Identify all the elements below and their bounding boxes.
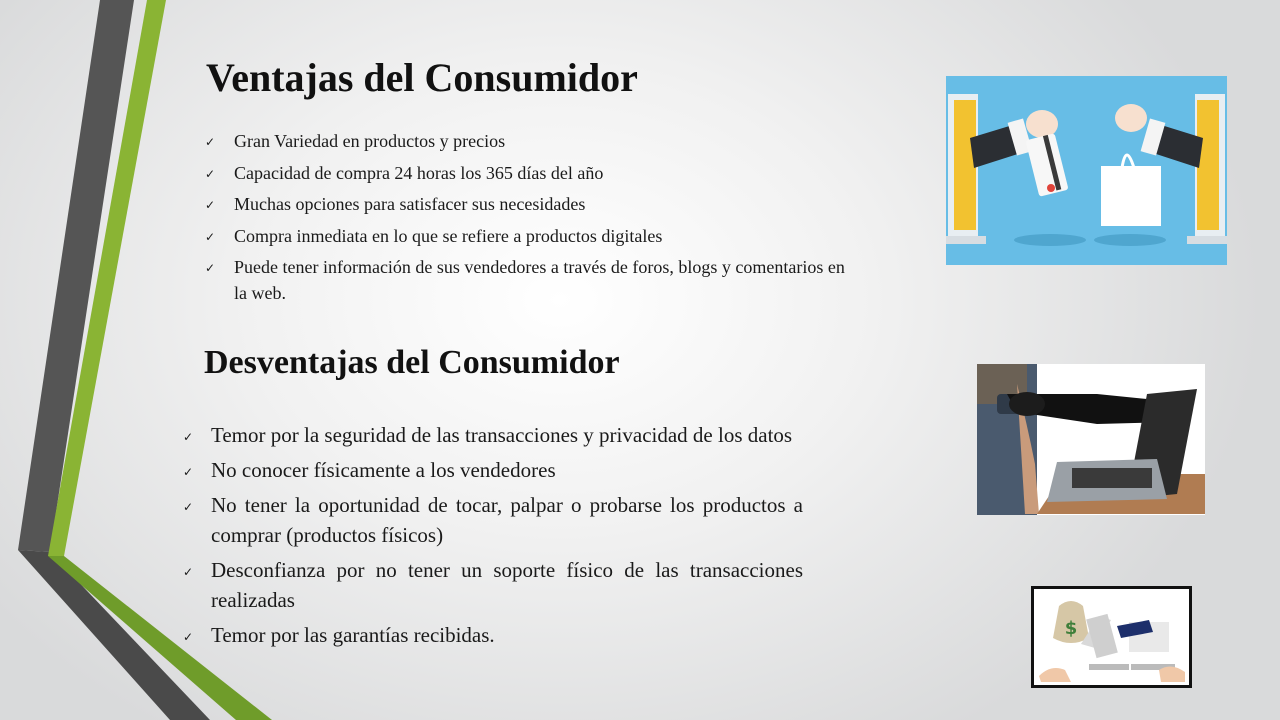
check-icon: ✓ bbox=[205, 166, 216, 181]
check-icon: ✓ bbox=[205, 198, 216, 212]
check-icon: ✓ bbox=[183, 500, 194, 514]
check-icon: ✓ bbox=[183, 430, 194, 444]
list-item: ✓ Gran Variedad en productos y precios bbox=[205, 128, 845, 154]
list-item: ✓ Compra inmediata en lo que se refiere a productos digitales bbox=[205, 223, 845, 249]
online-payment-image bbox=[1031, 586, 1192, 688]
ventajas-title: Ventajas del Consumidor bbox=[206, 55, 638, 100]
svg-text:$: $ bbox=[1064, 618, 1078, 639]
check-icon: ✓ bbox=[183, 465, 194, 479]
list-item: ✓ Puede tener información de sus vendedores a través de foros, blogs y comentarios en la web. bbox=[205, 257, 845, 303]
check-icon: ✓ bbox=[183, 630, 194, 644]
list-item: ✓ Capacidad de compra 24 horas los 365 días del año bbox=[205, 160, 845, 186]
list-item: ✓ Desconfianza por no tener un soporte físico de las transacciones realizadas bbox=[183, 558, 803, 612]
list-item: ✓ No conocer físicamente a los vendedores bbox=[183, 455, 803, 485]
cyber-theft-image bbox=[977, 364, 1205, 515]
desventajas-title: Desventajas del Consumidor bbox=[204, 344, 620, 381]
list-item: ✓ Temor por la seguridad de las transacciones y privacidad de los datos bbox=[183, 420, 803, 450]
check-icon: ✓ bbox=[205, 135, 216, 149]
list-item: ✓ Muchas opciones para satisfacer sus necesidades bbox=[205, 191, 845, 217]
desventajas-list bbox=[183, 420, 803, 655]
check-icon: ✓ bbox=[205, 261, 216, 275]
online-shopping-image bbox=[946, 76, 1227, 265]
check-icon: ✓ bbox=[183, 565, 194, 579]
list-item: ✓ Temor por las garantías recibidas. bbox=[183, 620, 803, 650]
check-icon: ✓ bbox=[205, 229, 216, 244]
list-item: ✓ No tener la oportunidad de tocar, palpar o probarse los productos a comprar (productos físicos) bbox=[183, 493, 803, 547]
ventajas-list bbox=[205, 128, 845, 312]
